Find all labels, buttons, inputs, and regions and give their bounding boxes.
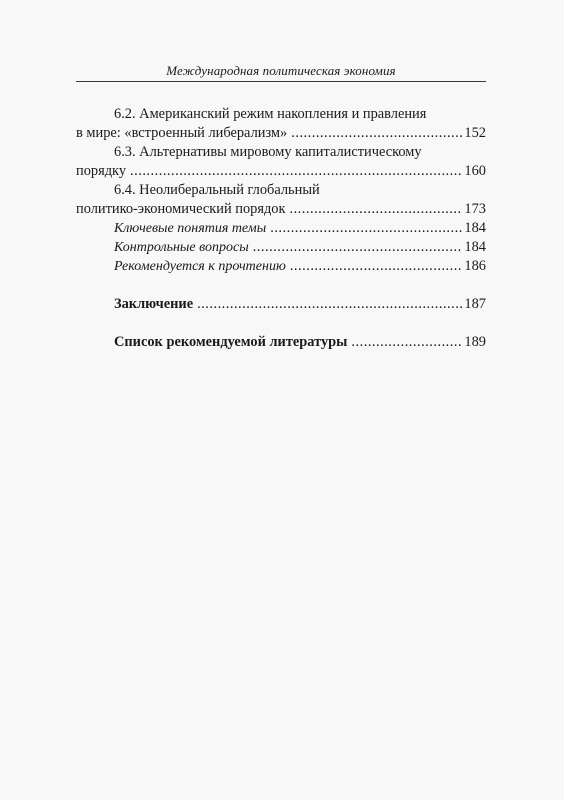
toc-entry-label: порядку: [76, 163, 127, 179]
toc-entry-conclusion[interactable]: [76, 295, 486, 314]
toc-entry-label: 6.3. Альтернативы мировому капиталистическому: [114, 144, 422, 160]
toc-page-number: 184: [464, 220, 486, 236]
toc-entry-key-concepts[interactable]: [76, 219, 486, 238]
toc-entry-label: Контрольные вопросы: [114, 240, 249, 255]
toc-page-number: 189: [464, 334, 486, 350]
dot-leader: [130, 162, 462, 181]
toc-entry-label: 6.2. Американский режим накопления и правления: [114, 106, 427, 122]
toc-entry-6-3[interactable]: [76, 162, 486, 181]
dot-leader: [253, 238, 463, 257]
spacer: [76, 314, 486, 333]
toc-entry-6-2[interactable]: [76, 124, 486, 143]
toc-entry-label: Рекомендуется к прочтению: [114, 259, 286, 274]
toc-entry-6-4[interactable]: [76, 200, 486, 219]
toc-page-number: 160: [464, 163, 486, 179]
dot-leader: [289, 200, 462, 219]
toc-page-number: 173: [464, 201, 486, 217]
dot-leader: [291, 124, 462, 143]
toc-entry-label: политико-экономический порядок: [76, 201, 286, 217]
dot-leader: [351, 333, 462, 352]
toc-entry-6-4-title: [76, 181, 486, 200]
toc-entry-label: Ключевые понятия темы: [114, 221, 267, 236]
dot-leader: [270, 219, 462, 238]
toc-entry-literature[interactable]: [76, 333, 486, 352]
toc-entry-6-3-title: [76, 143, 486, 162]
toc-entry-label: 6.4. Неолиберальный глобальный: [114, 182, 320, 198]
toc-entry-label: в мире: «встроенный либерализм»: [76, 125, 288, 141]
toc-entry-6-2-title: [76, 105, 486, 124]
toc-entry-recommended-reading[interactable]: [76, 257, 486, 276]
toc-entry-label: Список рекомендуемой литературы: [114, 334, 348, 350]
toc-entry-control-questions[interactable]: [76, 238, 486, 257]
table-of-contents: [76, 105, 486, 352]
toc-page-number: 187: [464, 296, 486, 312]
running-header: Международная политическая экономия: [166, 63, 396, 78]
dot-leader: [290, 257, 463, 276]
spacer: [76, 276, 486, 295]
toc-page-number: 186: [464, 258, 486, 274]
toc-entry-label: Заключение: [114, 296, 194, 312]
toc-page-number: 184: [464, 239, 486, 255]
header-rule: [76, 81, 486, 82]
toc-page-number: 152: [464, 125, 486, 141]
dot-leader: [197, 295, 462, 314]
